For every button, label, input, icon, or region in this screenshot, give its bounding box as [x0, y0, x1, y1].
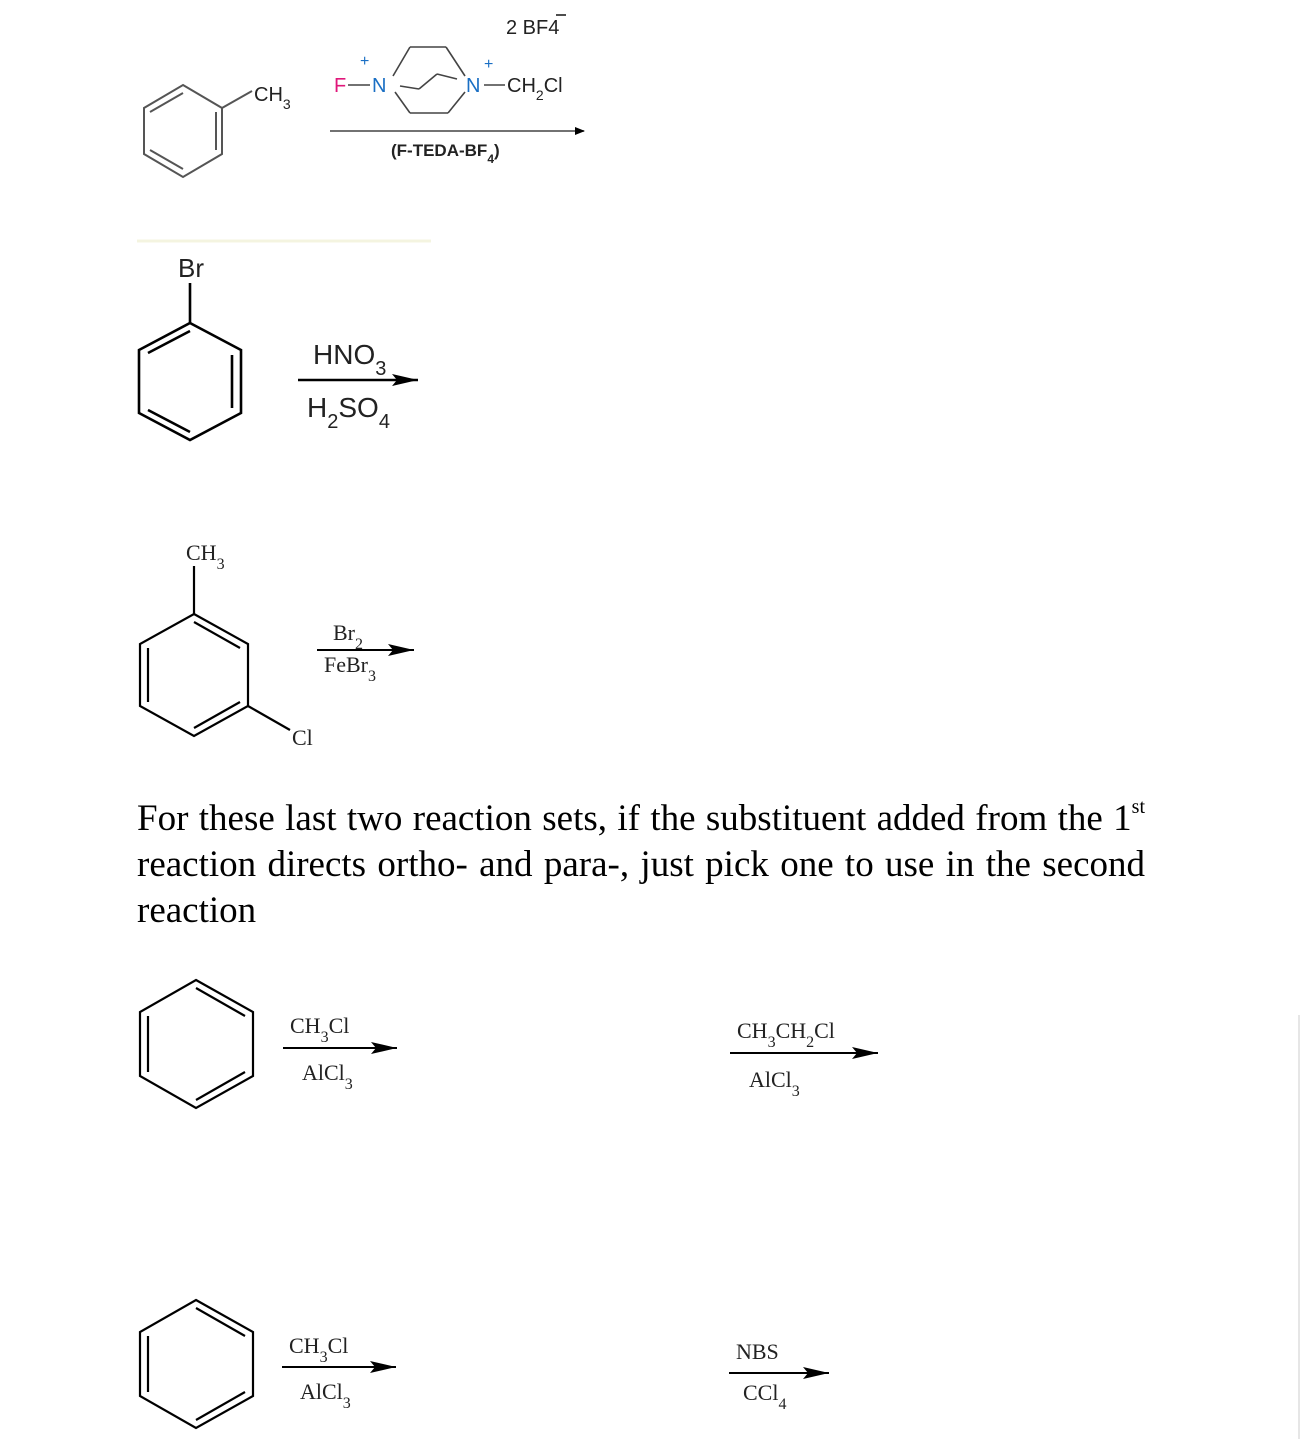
note-text-start: For these last two reaction sets, if the substituent added from the 1	[137, 798, 1132, 839]
fluorine-label: F	[334, 75, 347, 97]
toluene-ring	[144, 85, 252, 177]
instruction-note	[137, 796, 1145, 934]
benzene-ring	[140, 980, 253, 1108]
reagent-bottom: FeBr$_3$	[324, 652, 376, 685]
bromo-label: Br	[178, 253, 204, 283]
step2-reagent-top: $CH_3CH_2Cl$	[737, 1018, 835, 1051]
step1-reagent-top: $CH_3Cl$	[290, 1013, 350, 1046]
step2-reagent-top: NBS	[736, 1339, 779, 1364]
n1-charge: +	[360, 53, 370, 70]
reagent-name: $(F-TEDA-BF_4)$	[391, 141, 500, 166]
reagent-bottom: $H_2SO_4$	[307, 392, 390, 433]
reaction-1	[144, 15, 584, 177]
n2-charge: +	[484, 56, 494, 73]
chloro-label: Cl	[292, 725, 313, 750]
counterion-label: 2 BF4	[506, 17, 560, 39]
step1-reagent-top: $CH_3Cl$	[289, 1333, 349, 1366]
methyl-label: $CH_3$	[186, 540, 225, 573]
step1-reagent-bottom: AlCl$_3$	[302, 1060, 353, 1093]
reaction-3	[140, 540, 414, 750]
benzene-ring	[140, 1300, 253, 1428]
note-text-end: reaction directs ortho- and para-, just pick one to use in the second reaction	[137, 844, 1145, 931]
reaction-5	[140, 1300, 829, 1428]
step1-reagent-bottom: AlCl$_3$	[300, 1379, 351, 1412]
chloromethyl-label: $CH_2Cl$	[507, 75, 563, 103]
n1-label: N	[372, 75, 387, 97]
methyl-label: $CH_3$	[254, 84, 291, 112]
step2-reagent-bottom: AlCl$_3$	[749, 1067, 800, 1100]
step2-reagent-bottom: CCl$_4$	[743, 1380, 787, 1413]
reaction-2	[139, 253, 418, 440]
chlorotoluene-ring	[140, 566, 290, 736]
bromobenzene-ring	[139, 283, 241, 440]
reagent-top: $HNO_3$	[313, 339, 387, 380]
note-superscript: st	[1131, 796, 1145, 818]
reaction-4	[140, 980, 878, 1108]
reagent-top: $Br_2$	[333, 620, 363, 653]
n2-label: N	[466, 75, 481, 97]
